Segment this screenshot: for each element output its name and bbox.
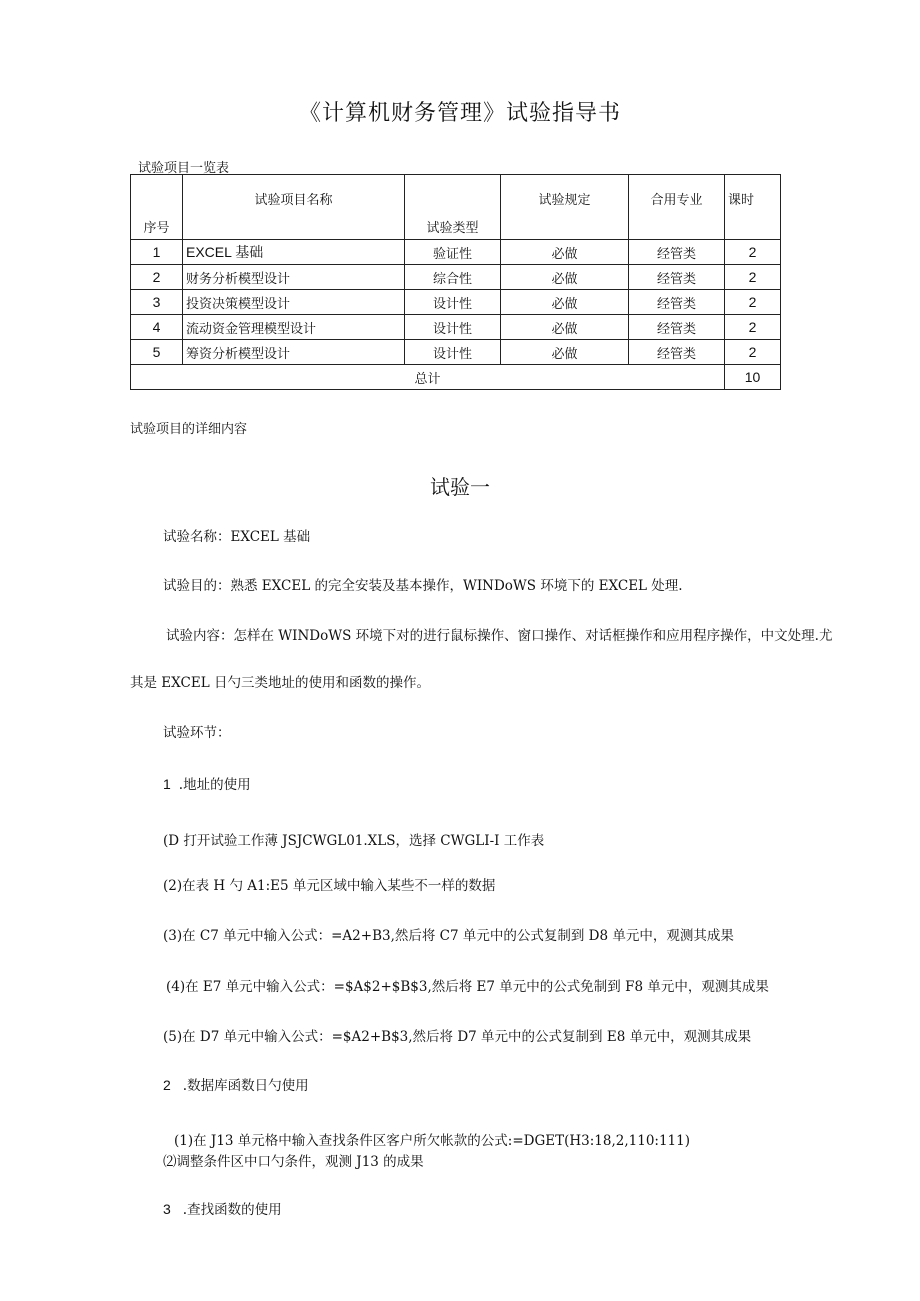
cell-rule: 必做 bbox=[501, 315, 629, 340]
cell-seq: 1 bbox=[131, 240, 183, 265]
section-number: 2 bbox=[163, 1077, 171, 1093]
experiment-name: 试验名称：EXCEL 基础 bbox=[163, 529, 311, 545]
cell-type: 设计性 bbox=[405, 340, 501, 365]
header-name: 试验项目名称 bbox=[183, 175, 405, 240]
cell-major: 经管类 bbox=[629, 265, 725, 290]
step-item: (D 打开试验工作薄 JSJCWGL01.XLS，选择 CWGLI-I 工作表 bbox=[163, 833, 545, 849]
cell-major: 经管类 bbox=[629, 240, 725, 265]
cell-hours: 2 bbox=[725, 265, 781, 290]
cell-name: 财务分析模型设计 bbox=[183, 265, 405, 290]
experiment-content-line2: 其是 EXCEL 日勺三类地址的使用和函数的操作。 bbox=[130, 675, 430, 691]
experiment-title: 试验一 bbox=[430, 475, 490, 499]
cell-major: 经管类 bbox=[629, 290, 725, 315]
cell-type: 设计性 bbox=[405, 315, 501, 340]
cell-hours: 2 bbox=[725, 340, 781, 365]
table-row bbox=[131, 340, 781, 365]
cell-name: 流动资金管理模型设计 bbox=[183, 315, 405, 340]
detail-heading: 试验项目的详细内容 bbox=[130, 422, 248, 437]
section-number: 1 bbox=[163, 776, 171, 792]
steps-heading: 试验环节： bbox=[163, 725, 231, 741]
cell-rule: 必做 bbox=[501, 340, 629, 365]
step-item: (5)在 D7 单元中输入公式：=$A2+B$3,然后将 D7 单元中的公式复制到 E8 单元中，观测其成果 bbox=[163, 1029, 752, 1045]
section-title: .数据库函数日勺使用 bbox=[182, 1078, 309, 1094]
cell-seq: 4 bbox=[131, 315, 183, 340]
step-item: (3)在 C7 单元中输入公式：=A2+B3,然后将 C7 单元中的公式复制到 D8 单元中，观测其成果 bbox=[163, 928, 734, 944]
table-row bbox=[131, 265, 781, 290]
section-title: .地址的使用 bbox=[178, 777, 251, 793]
section-1-heading bbox=[163, 773, 251, 793]
cell-name: EXCEL 基础 bbox=[183, 240, 405, 265]
section-number: 3 bbox=[163, 1201, 171, 1217]
section-title: .查找函数的使用 bbox=[182, 1202, 282, 1218]
cell-type: 设计性 bbox=[405, 290, 501, 315]
table-row bbox=[131, 315, 781, 340]
cell-hours: 2 bbox=[725, 290, 781, 315]
header-type: 试验类型 bbox=[405, 175, 501, 240]
cell-type: 综合性 bbox=[405, 265, 501, 290]
cell-rule: 必做 bbox=[501, 290, 629, 315]
experiment-purpose: 试验目的：熟悉 EXCEL 的完全安装及基本操作，WINDoWS 环境下的 EXCEL 处理. bbox=[163, 578, 683, 594]
total-value: 10 bbox=[725, 365, 781, 390]
cell-rule: 必做 bbox=[501, 265, 629, 290]
cell-rule: 必做 bbox=[501, 240, 629, 265]
cell-seq: 3 bbox=[131, 290, 183, 315]
table-caption: 试验项目一览表 bbox=[138, 161, 230, 176]
cell-hours: 2 bbox=[725, 240, 781, 265]
header-major: 合用专业 bbox=[629, 175, 725, 240]
header-hours: 课时 bbox=[725, 175, 781, 240]
table-row bbox=[131, 240, 781, 265]
step-item: ⑵调整条件区中口勺条件，观测 J13 的成果 bbox=[163, 1154, 424, 1170]
experiment-content-line1: 试验内容：怎样在 WINDoWS 环境下对的进行鼠标操作、窗口操作、对话框操作和应用程序操作，中文处理.尤 bbox=[166, 628, 833, 644]
section-2-heading bbox=[163, 1074, 309, 1094]
step-item: (4)在 E7 单元中输入公式：=$A$2+$B$3,然后将 E7 单元中的公式免制到 F8 单元中，观测其成果 bbox=[166, 979, 769, 995]
document-title: 《计算机财务管理》试验指导书 bbox=[298, 101, 621, 126]
section-3-heading bbox=[163, 1198, 282, 1218]
table-total-row bbox=[131, 365, 781, 390]
cell-name: 筹资分析模型设计 bbox=[183, 340, 405, 365]
step-item: (2)在表 H 勺 A1:E5 单元区域中输入某些不一样的数据 bbox=[163, 878, 496, 894]
cell-seq: 5 bbox=[131, 340, 183, 365]
cell-major: 经管类 bbox=[629, 340, 725, 365]
header-seq: 序号 bbox=[131, 175, 183, 240]
experiment-table bbox=[130, 174, 781, 390]
header-rule: 试验规定 bbox=[501, 175, 629, 240]
table-header-row bbox=[131, 175, 781, 240]
cell-major: 经管类 bbox=[629, 315, 725, 340]
cell-hours: 2 bbox=[725, 315, 781, 340]
table-row bbox=[131, 290, 781, 315]
total-label: 总计 bbox=[131, 365, 725, 390]
cell-seq: 2 bbox=[131, 265, 183, 290]
step-item: (1)在 J13 单元格中输入查找条件区客户所欠帐款的公式:=DGET(H3:18,2,110:111) bbox=[174, 1133, 690, 1149]
cell-name: 投资决策模型设计 bbox=[183, 290, 405, 315]
cell-type: 验证性 bbox=[405, 240, 501, 265]
